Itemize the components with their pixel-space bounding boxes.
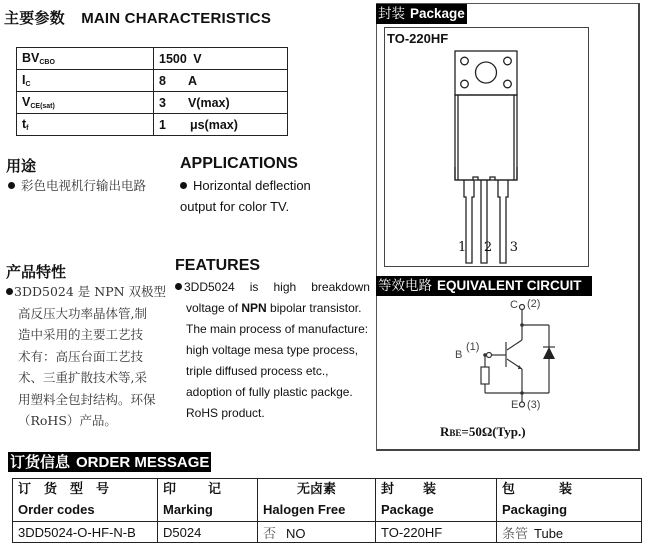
main-characteristics-table [16,47,288,136]
emitter-pin: (3) [527,399,541,411]
bullet-icon [8,182,15,189]
marking-cell: D5024 [158,522,258,543]
features-heading-cn: 产品特性 [6,263,67,281]
equivalent-circuit-diagram [440,295,600,425]
emitter-label: E [511,399,519,411]
main-characteristics-heading [4,7,271,28]
applications-text-cn: 彩色电视机行输出电路 [8,175,146,196]
to220hf-package-drawing [384,27,589,267]
equivalent-circuit-header: 等效电路 EQUIVALENT CIRCUIT [376,276,592,296]
value-cell: 8 A [154,70,288,92]
halogen-cell: 否 NO [258,522,376,543]
order-table-header [13,479,642,522]
value-cell: 3 V(max) [154,92,288,114]
col-package: 封 装 Package [376,479,497,522]
table-row [17,70,288,92]
col-marking: 印 记 Marking [158,479,258,522]
pin-1-label: 1 [458,240,467,255]
package-header: 封装 Package [378,6,465,22]
collector-pin: (2) [527,298,541,310]
col-order-codes: 订 货 型 号 Order codes [13,479,158,522]
value-cell: 1500 V [154,48,288,70]
table-row [17,48,288,70]
packaging-cell: 条管 Tube [497,522,642,543]
bullet-icon [6,288,13,295]
col-packaging: 包 装 Packaging [497,479,642,522]
heading-en: MAIN CHARACTERISTICS [81,10,272,27]
table-row [13,522,642,543]
applications-text-en: Horizontal deflection output for color TV. [180,178,311,214]
heading-cn: 主要参数 [4,9,65,27]
bullet-icon [175,283,182,290]
param-cell: $t_f$ [17,114,154,136]
applications-heading-en: APPLICATIONS [180,155,298,172]
pin-3-label: 3 [509,240,518,255]
package-type-label: TO-220HF [387,31,449,46]
base-label: B [455,349,463,361]
param-cell: $V_{CE(sat)}$ [17,92,154,114]
param-cell: $I_C$ [17,70,154,92]
table-row [17,92,288,114]
order-message-header: 订货信息 ORDER MESSAGE [10,453,210,471]
table-row [17,114,288,136]
base-pin: (1) [466,341,480,353]
bullet-icon [180,182,187,189]
rbe-value: RBE=50Ω(Typ.) [440,424,526,439]
param-cell: $BV_{CBO}$ [17,48,154,70]
col-halogen-free: 无卤素 Halogen Free [258,479,376,522]
features-text-en: 3DD5024 is high breakdown voltage of NPN bipolar transistor. The main process of manufacture: high voltage mesa type process, triple diffused process etc., adoption of fully plastic packge. RoHS product. [175,277,370,424]
features-heading-en: FEATURES [175,257,261,274]
features-text-cn: 3DD5024 是 NPN 双极型 高反压大功率晶体管,制 造中采用的主要工艺技 术有：高压台面工艺技 术、三重扩散技术等,采 用塑料全包封结构。环保 （RoHS）产品。 [6,281,166,432]
collector-label: C [510,299,518,311]
pin-labels [458,240,518,255]
order-code-cell: 3DD5024-O-HF-N-B [13,522,158,543]
package-cell: TO-220HF [376,522,497,543]
order-table [12,478,642,543]
value-cell: 1 μs(max) [154,114,288,136]
applications-heading-cn: 用途 [6,157,37,175]
pin-2-label: 2 [483,240,493,255]
